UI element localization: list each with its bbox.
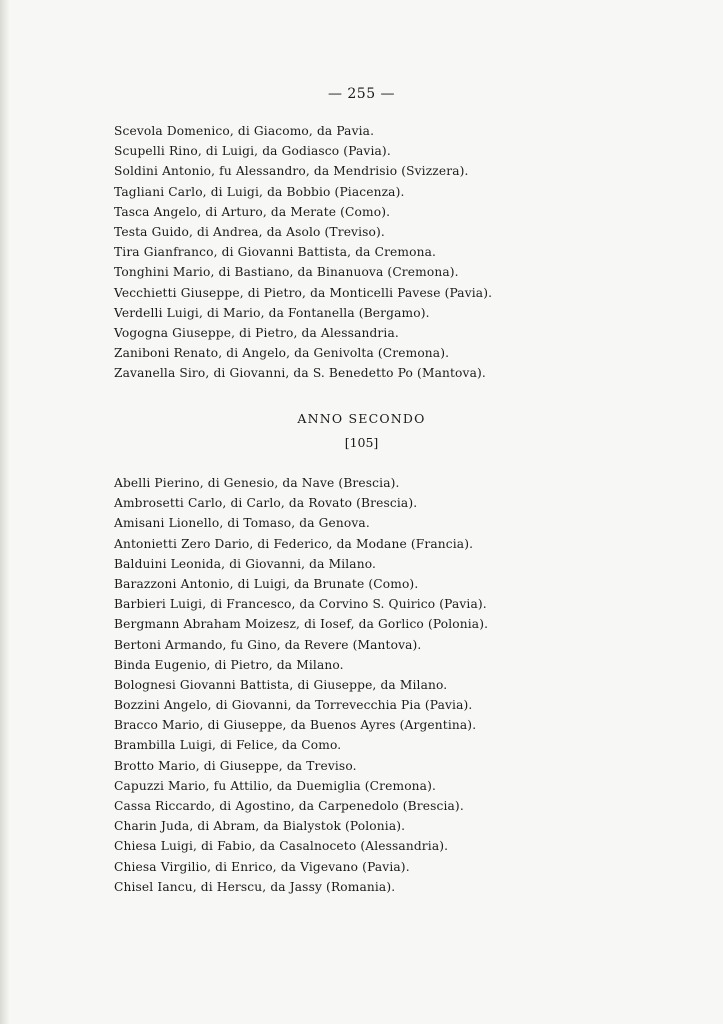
student-list-second: [114, 473, 674, 897]
list-item: Abelli Pierino, di Genesio, da Nave (Brescia).: [114, 476, 400, 490]
list-item: Chiesa Luigi, di Fabio, da Casalnoceto (Alessandria).: [114, 839, 449, 854]
list-item: Amisani Lionello, di Tomaso, da Genova.: [114, 516, 370, 531]
list-item: Bergmann Abraham Moizesz, di Iosef, da Gorlico (Polonia).: [114, 617, 489, 632]
list-item: Bozzini Angelo, di Giovanni, da Torrevecchia Pia (Pavia).: [114, 698, 473, 713]
list-item: Tira Gianfranco, di Giovanni Battista, da Cremona.: [114, 245, 437, 260]
list-item: Cassa Riccardo, di Agostino, da Carpenedolo (Brescia).: [114, 799, 464, 813]
list-item: Brambilla Luigi, di Felice, da Como.: [114, 738, 342, 753]
list-item: Balduini Leonida, di Giovanni, da Milano.: [114, 556, 377, 571]
section-count: [105]: [344, 435, 379, 450]
list-item: Capuzzi Mario, fu Attilio, da Duemiglia (Cremona).: [114, 778, 437, 793]
list-item: Testa Guido, di Andrea, da Asolo (Treviso).: [114, 224, 385, 239]
list-item: Antonietti Zero Dario, di Federico, da Modane (Francia).: [114, 536, 474, 551]
list-item: Tasca Angelo, di Arturo, da Merate (Como).: [114, 204, 391, 219]
student-list-first: [114, 121, 674, 383]
list-item: Scevola Domenico, di Giacomo, da Pavia.: [114, 124, 375, 138]
list-item: Barbieri Luigi, di Francesco, da Corvino S. Quirico (Pavia).: [114, 597, 487, 612]
list-item: Soldini Antonio, fu Alessandro, da Mendrisio (Svizzera).: [114, 164, 469, 179]
list-item: Zavanella Siro, di Giovanni, da S. Benedetto Po (Mantova).: [114, 366, 486, 381]
list-item: Brotto Mario, di Giuseppe, da Treviso.: [114, 758, 357, 773]
list-item: Bolognesi Giovanni Battista, di Giuseppe, da Milano.: [114, 677, 448, 692]
list-item: Scupelli Rino, di Luigi, da Godiasco (Pavia).: [114, 144, 391, 159]
list-item: Tonghini Mario, di Bastiano, da Binanuova (Cremona).: [114, 265, 459, 280]
list-item: Chiesa Virgilio, di Enrico, da Vigevano (Pavia).: [114, 859, 410, 874]
list-item: Bracco Mario, di Giuseppe, da Buenos Ayres (Argentina).: [114, 718, 477, 733]
list-item: Binda Eugenio, di Pietro, da Milano.: [114, 657, 344, 672]
list-item: Chisel Iancu, di Herscu, da Jassy (Romania).: [114, 879, 396, 894]
section-title: ANNO SECONDO: [297, 411, 426, 426]
list-item: Zaniboni Renato, di Angelo, da Genivolta (Cremona).: [114, 346, 450, 361]
page-number: — 255 —: [327, 86, 396, 102]
list-item: Vogogna Giuseppe, di Pietro, da Alessandria.: [114, 325, 399, 340]
list-item: Charin Juda, di Abram, da Bialystok (Polonia).: [114, 819, 406, 834]
list-item: Bertoni Armando, fu Gino, da Revere (Mantova).: [114, 637, 422, 652]
list-item: Ambrosetti Carlo, di Carlo, da Rovato (Brescia).: [114, 496, 418, 511]
list-item: Tagliani Carlo, di Luigi, da Bobbio (Piacenza).: [114, 184, 405, 199]
list-item: Verdelli Luigi, di Mario, da Fontanella (Bergamo).: [114, 305, 430, 320]
page-binding-edge: [0, 0, 10, 1024]
list-item: Vecchietti Giuseppe, di Pietro, da Monticelli Pavese (Pavia).: [114, 285, 493, 300]
list-item: Barazzoni Antonio, di Luigi, da Brunate (Como).: [114, 576, 419, 591]
